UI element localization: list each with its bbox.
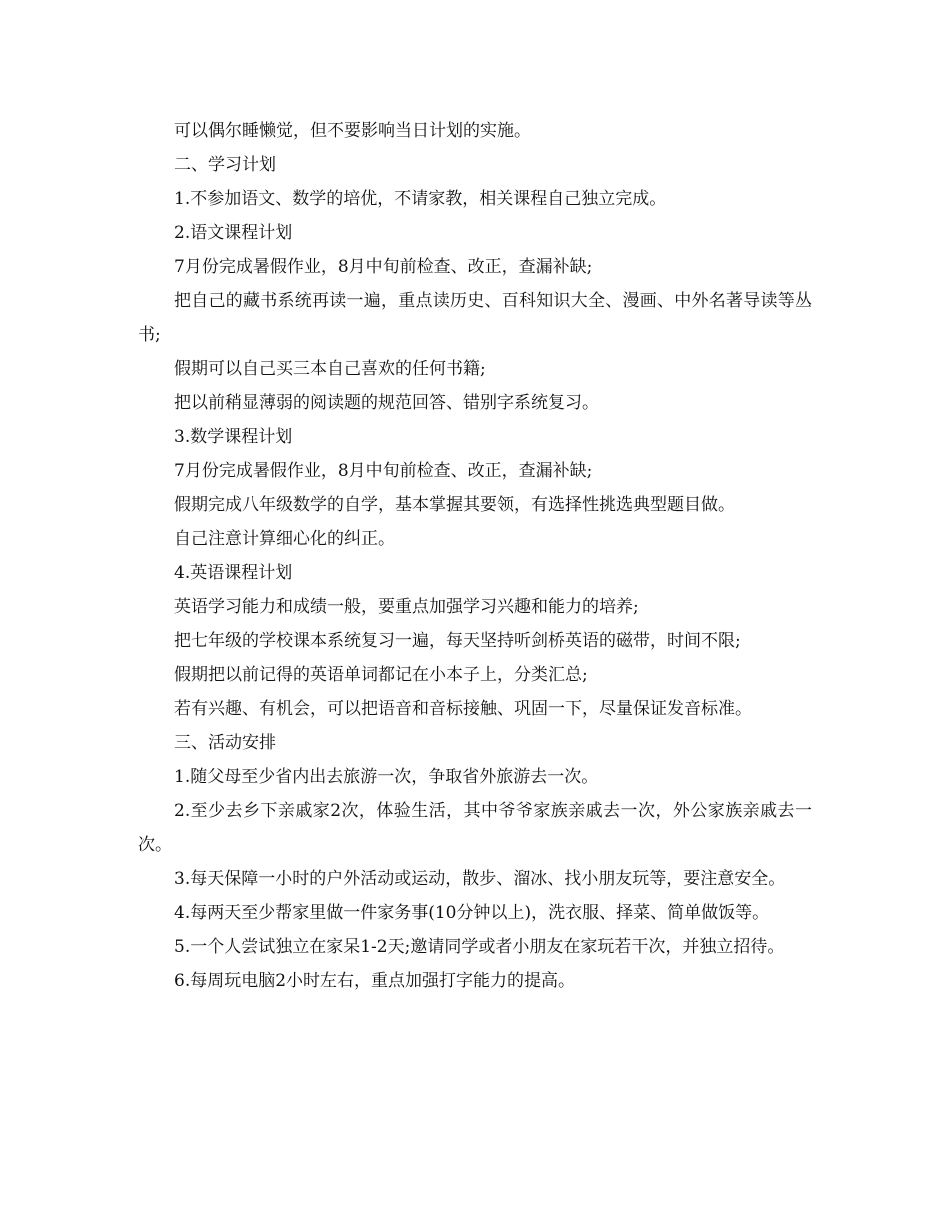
subheading-english-plan: 4.英语课程计划 [174,563,293,583]
paragraph-chinese-review: 把以前稍显薄弱的阅读题的规范回答、错别字系统复习。 [174,393,599,413]
paragraph-chinese-books: 假期可以自己买三本自己喜欢的任何书籍; [174,359,486,379]
subheading-math-plan: 3.数学课程计划 [174,427,293,447]
heading-activities: 三、活动安排 [174,733,276,753]
subheading-chinese-plan: 2.语文课程计划 [174,223,293,243]
paragraph-no-tutoring: 1.不参加语文、数学的培优，不请家教，相关课程自己独立完成。 [174,189,667,209]
paragraph-activity-outdoor: 3.每天保障一小时的户外活动或运动，散步、溜冰、找小朋友玩等，要注意安全。 [174,869,786,889]
paragraph-math-homework: 7月份完成暑假作业，8月中旬前检查、改正，查漏补缺; [174,461,593,481]
paragraph-english-interest: 英语学习能力和成绩一般，要重点加强学习兴趣和能力的培养; [174,597,639,617]
paragraph-activity-chores: 4.每两天至少帮家里做一件家务事(10分钟以上)，洗衣服、择菜、简单做饭等。 [174,903,770,923]
paragraph-math-self-study: 假期完成八年级数学的自学，基本掌握其要领，有选择性挑选典型题目做。 [174,495,735,515]
paragraph-sleep-note: 可以偶尔睡懒觉，但不要影响当日计划的实施。 [174,121,531,141]
paragraph-english-review: 把七年级的学校课本系统复习一遍，每天坚持听剑桥英语的磁带，时间不限; [174,631,741,651]
paragraph-english-vocab: 假期把以前记得的英语单词都记在小本子上，分类汇总; [174,665,588,685]
paragraph-chinese-homework: 7月份完成暑假作业，8月中旬前检查、改正，查漏补缺; [174,257,593,277]
paragraph-activity-computer: 6.每周玩电脑2小时左右，重点加强打字能力的提高。 [174,971,576,991]
paragraph-english-phonetics: 若有兴趣、有机会，可以把语音和音标接触、巩固一下，尽量保证发音标准。 [174,699,752,719]
paragraph-activity-travel: 1.随父母至少省内出去旅游一次，争取省外旅游去一次。 [174,767,599,787]
paragraph-chinese-reading: 把自己的藏书系统再读一遍，重点读历史、百科知识大全、漫画、中外名著导读等丛书; [138,291,812,345]
paragraph-activity-relatives: 2.至少去乡下亲戚家2次，体验生活，其中爷爷家族亲戚去一次，外公家族亲戚去一次。 [138,801,812,855]
heading-study-plan: 二、学习计划 [174,155,276,175]
paragraph-activity-alone: 5.一个人尝试独立在家呆1-2天;邀请同学或者小朋友在家玩若干次，并独立招待。 [174,937,785,957]
paragraph-math-careful: 自己注意计算细心化的纠正。 [174,529,395,549]
